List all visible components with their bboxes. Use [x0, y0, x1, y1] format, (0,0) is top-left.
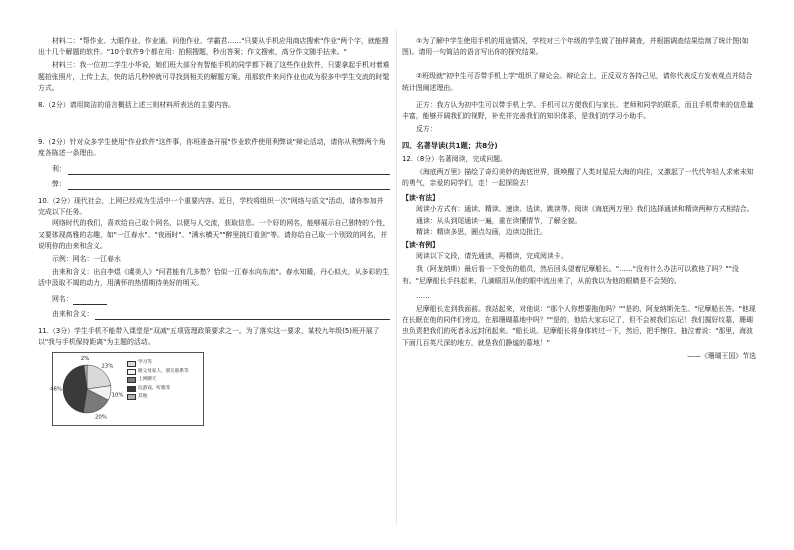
item-one: ①为了解中学生使用手机的用途情况，学校对三个年级的学生做了抽样调查，并根据调查结果绘制了统计图(如图)。请用一句简洁的语言写出你的探究结果。	[402, 37, 749, 57]
legend-label: 跟父母家人、朋友联系等	[138, 368, 189, 374]
question-11: 11.（3分）学生手机不能带入课堂是"双减"五项管理政策要求之一。为了落实这一要求，某校九年级(5)班开展了以"我与手机保持距离"为主题的活动。	[38, 327, 380, 347]
read-gain: 阅读以下文段，请先通读，再精读，完成阅读卡。	[416, 252, 568, 261]
pie-slice	[63, 366, 87, 414]
excerpt-two: 尼摩船长走到我面前。我站起来，对他说："那个人你想要拖他吗？""是的，阿龙纳斯先生。"尼摩船长答。"他现在长眠在他的同伴们旁边，在那珊瑚墓地中吗？""是的，他给大家忘记了，但不会被我们忘记！我们掘好坟墓，珊瑚虫负责把我们的死者永远封闭起来。"船长说。尼摩船长将身体转过一下，然后，把手擦住，抽泣着说："那里，海波下面几百英尺深的地方，就是我们静谧的墓地！"	[402, 305, 756, 347]
pie-data-label: 46%	[50, 386, 62, 393]
tongdu-text: 通读：从头到尾通读一遍，重在读懂情节，了解全貌。	[416, 216, 582, 225]
answer-line-pro[interactable]	[38, 164, 390, 175]
material-three: 材料三：我一位初二学生小华说，她们班大部分有智能手机的同学都下载了这些作业软件，只要拿起手机对着难题拍张照片，上传上去，快的话几秒钟就可寻找到相关的解题方案。用那软件来问作业也成为很多中学生交流的时髦方式。	[38, 61, 390, 92]
answer-line-con[interactable]	[38, 179, 390, 190]
legend-entry	[127, 368, 189, 376]
legend-swatch	[127, 377, 136, 383]
net-name-blank[interactable]	[73, 297, 107, 305]
con-label: 弊：	[52, 179, 66, 188]
column-divider	[396, 30, 397, 525]
excerpt-source: ——《珊瑚王国》节选	[687, 351, 756, 360]
legend-swatch	[127, 369, 136, 375]
con-side-label: 反方：	[416, 125, 437, 134]
legend-entry	[127, 376, 189, 384]
question-12-intro: 《海底两万里》描绘了奇幻美妙的海底世界，既唤醒了人类对星辰大海的向往，又激起了一代代年轻人求索未知的勇气，亲爱的同学们，走！一起探险去！	[402, 167, 754, 188]
legend-entry	[127, 359, 189, 367]
chart-legend	[127, 359, 189, 401]
question-12: 12.（8分）名著阅读，完成问题。	[402, 154, 507, 163]
pie-data-label: 10%	[111, 392, 124, 399]
origin-meaning-row[interactable]	[38, 309, 390, 320]
question-10-example: 示例：网名：一江春水	[52, 255, 121, 264]
pro-side: 正方：我方认为初中生可以带手机上学。手机可以方便我们与家长、老师和同学的联系，而且手机带来的信息量丰富，能够开阔我们的视野，补充并完善我们的知识体系，是我们的学习小助手。	[402, 100, 754, 121]
question-8: 8.（2分）请用简洁的语言概括上述三则材料所表达的主要内容。	[38, 101, 236, 110]
net-name-row[interactable]	[38, 294, 390, 305]
legend-label: 学习等	[138, 360, 152, 366]
origin-meaning-blank[interactable]	[95, 311, 390, 320]
excerpt-one: 我（阿龙纳斯）最后看一下受伤的船员，然后回头望着尼摩船长。"……"没有什么办法可以救他了吗？""没有。"尼摩船长手抖起来，几滴眼泪从他的眼中流出来了，从前我以为他的眼睛是不会哭的。	[402, 265, 739, 285]
right-column	[402, 36, 756, 362]
origin-meaning-label: 由来和含义：	[52, 309, 94, 318]
read-method-tag: 【读·有法】	[402, 194, 440, 203]
pro-label: 利：	[52, 164, 66, 173]
pie-data-label: 20%	[94, 415, 107, 422]
read-gain-tag: 【读·有例】	[402, 241, 440, 250]
legend-swatch	[127, 386, 136, 392]
jingdu-text: 精读：精读多思，圈点勾画，边读边批注。	[416, 227, 547, 236]
ellipsis: ……	[416, 291, 430, 300]
legend-swatch	[127, 361, 136, 367]
legend-entry	[127, 385, 189, 393]
legend-entry	[127, 393, 189, 401]
question-10-paragraph: 网络时代的我们，喜欢给自己取个网名，以便与人交流，获取信息。一个好的网名，能够展示自己独特的个性，又要体现高雅的志趣，如"一江春水"、"夜雨时"、"满水横天""醉里挑灯看剑"等。请你给自己取一个别致的网名，并说明你的由来和含义。	[38, 219, 390, 250]
pie-data-label: 23%	[101, 364, 114, 371]
pie-data-label: 2%	[80, 356, 90, 363]
left-column	[38, 36, 390, 426]
item-two: ②班级就"初中生可否带手机上学"组织了辩论会。辩论会上，正反双方各持己见，请你代表反方发表观点并结合统计图阐述理由。	[402, 72, 753, 92]
con-answer-blank[interactable]	[68, 181, 390, 190]
read-method: 阅读小方式有：通读、精读、速读、选读、跳读等。阅读《海底两万里》我们选择通读和精读两种方式相结合。	[416, 205, 754, 214]
question-10-intro: 10.（2分）现代社会，上网已经成为生活中一个重要内容。近日，学校将组织一次"网络与语文"活动，请你参加并完成以下任务。	[38, 197, 384, 217]
pro-answer-blank[interactable]	[68, 166, 390, 175]
question-9: 9.（2分）针对众多学生使用"作业软件"这件事，你班准备开展"作业软件使用利弊谈"辩论活动，请你从利弊两个角度各陈述一条理由。	[38, 138, 386, 158]
material-two: 材料二："帮作业、大眼作业、作业通、问他作业、学霸君……"只要从手机应用商店搜索"作业"两个字，就能搜出十几个解题的软件。"10个软件9个都在用：拍照搜题，秒出答案；作文搜索，高分作文随手拈来。"	[38, 37, 389, 57]
section-four-heading: 四、名著导读(共1题；共8分)	[402, 141, 498, 151]
legend-label: 其他	[138, 394, 148, 400]
pie-chart	[52, 352, 204, 426]
legend-swatch	[127, 394, 136, 400]
legend-label: 上网聊天	[138, 377, 157, 383]
question-10-origin: 由来和含义：出自李煜《虞美人》"问君能有几多愁？恰似一江春水向东流"。春水知暖，丹心似火，从多彩的生活中汲取不竭的动力，用满怀的热情期待美好的明天。	[38, 268, 390, 288]
legend-label: 玩游戏、听歌等	[138, 385, 171, 391]
net-name-label: 网名：	[52, 294, 73, 303]
